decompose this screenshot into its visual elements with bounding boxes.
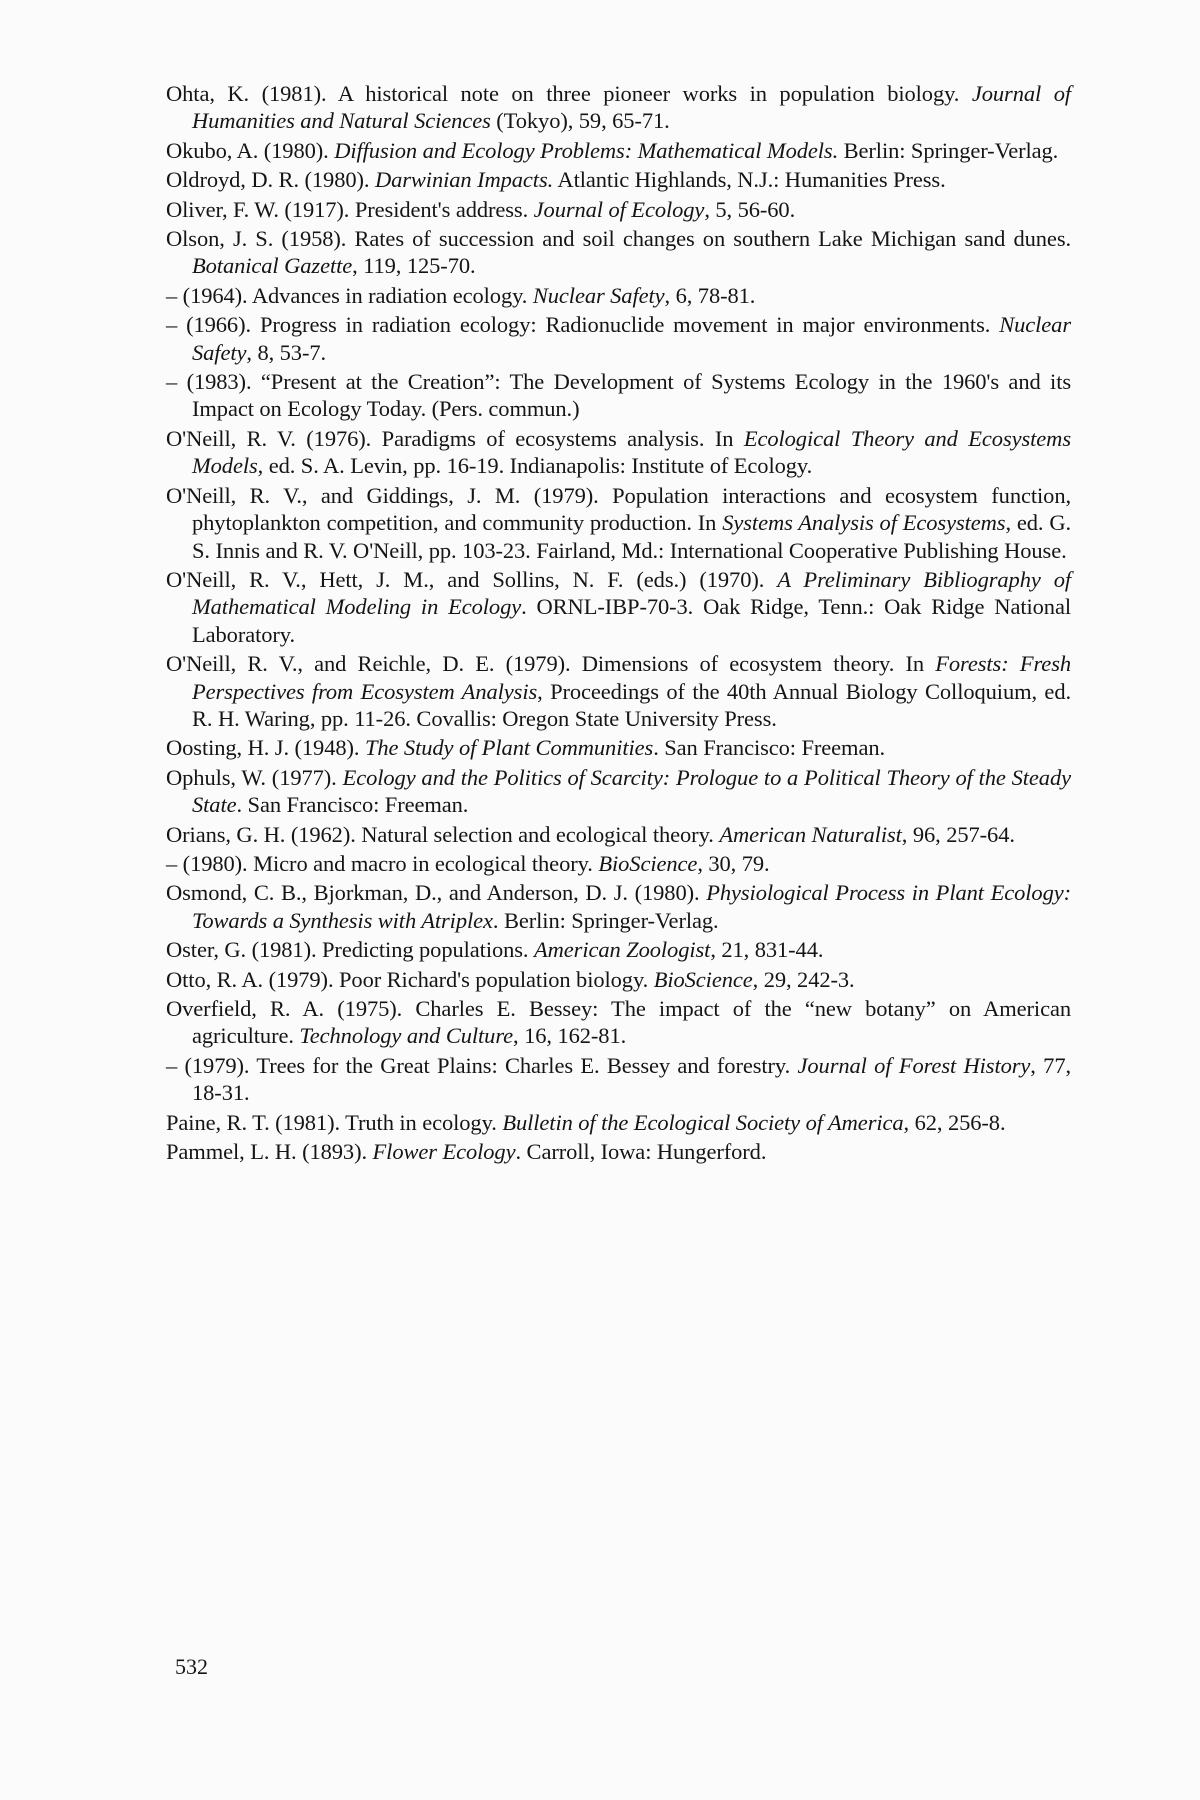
reference-title-italic: American Naturalist — [719, 821, 902, 847]
reference-title-italic: American Zoologist — [533, 937, 711, 963]
reference-text: Osmond, C. B., Bjorkman, D., and Anderson, D. J. (1980). — [166, 880, 707, 906]
reference-entry — [166, 995, 1071, 1050]
reference-text: , Proceedings of the 40th Annual Biology Colloquium, ed. R. H. Waring, pp. 11-26. Covallis: Oregon State University Press. — [192, 678, 1071, 731]
reference-text: . ORNL-IBP-70-3. Oak Ridge, Tenn.: Oak Ridge National Laboratory. — [192, 594, 1071, 647]
reference-entry — [166, 966, 1071, 993]
reference-text: O'Neill, R. V. (1976). Paradigms of ecosystems analysis. In — [166, 425, 744, 451]
reference-entry — [166, 482, 1071, 564]
reference-entry — [166, 879, 1071, 934]
reference-text: Oosting, H. J. (1948). — [166, 735, 365, 761]
reference-text: – (1964). Advances in radiation ecology. — [166, 282, 533, 308]
reference-title-italic: Journal of Humanities and Natural Sciences — [192, 81, 1071, 134]
reference-text: Overfield, R. A. (1975). Charles E. Bessey: The impact of the “new botany” on American agriculture. — [166, 996, 1071, 1049]
reference-text: – (1979). Trees for the Great Plains: Charles E. Bessey and forestry. — [166, 1052, 798, 1078]
reference-entry — [166, 850, 1071, 877]
reference-text: , 96, 257-64. — [901, 821, 1015, 847]
reference-title-italic: Physiological Process in Plant Ecology: Towards a Synthesis with Atriplex — [192, 880, 1072, 933]
reference-text: , 29, 242-3. — [752, 966, 855, 992]
reference-entry — [166, 425, 1071, 480]
reference-text: . Carroll, Iowa: Hungerford. — [515, 1139, 767, 1165]
reference-text: , ed. G. S. Innis and R. V. O'Neill, pp. 103-23. Fairland, Md.: International Cooperative Publishing House. — [192, 510, 1071, 563]
reference-text: Ohta, K. (1981). A historical note on three pioneer works in population biology. — [166, 81, 972, 106]
reference-title-italic: Journal of Ecology — [533, 196, 705, 222]
reference-entry — [166, 1109, 1071, 1136]
reference-title-italic: Technology and Culture — [299, 1023, 514, 1049]
reference-title-italic: Nuclear Safety — [192, 312, 1071, 365]
reference-text: . San Francisco: Freeman. — [236, 792, 469, 818]
reference-text: – (1983). “Present at the Creation”: The Development of Systems Ecology in the 1960's and its Impact on Ecology Today. (Pers. commun.) — [166, 369, 1071, 422]
reference-entry — [166, 196, 1071, 223]
reference-text: . San Francisco: Freeman. — [653, 735, 886, 761]
reference-text: Oster, G. (1981). Predicting populations. — [166, 937, 534, 963]
reference-entry — [166, 225, 1071, 280]
reference-text: Orians, G. H. (1962). Natural selection and ecological theory. — [166, 821, 720, 847]
reference-entry — [166, 282, 1071, 309]
reference-text: O'Neill, R. V., and Giddings, J. M. (1979). Population interactions and ecosystem function, phytoplankton competition, and community production. In — [166, 482, 1071, 536]
reference-text: Paine, R. T. (1981). Truth in ecology. — [166, 1109, 503, 1135]
reference-text: O'Neill, R. V., Hett, J. M., and Sollins, N. F. (eds.) (1970). — [166, 566, 778, 592]
reference-entry — [166, 1138, 1071, 1165]
reference-text: Okubo, A. (1980). — [166, 137, 335, 163]
reference-text: – (1980). Micro and macro in ecological theory. — [166, 850, 599, 876]
reference-title-italic: Nuclear Safety — [532, 282, 665, 308]
reference-entry — [166, 566, 1071, 648]
reference-title-italic: BioScience — [598, 850, 698, 876]
reference-title-italic: Ecology and the Politics of Scarcity: Prologue to a Political Theory of the Steady State — [192, 764, 1071, 818]
reference-text: Berlin: Springer-Verlag. — [838, 137, 1059, 163]
reference-text: Oldroyd, D. R. (1980). — [166, 167, 375, 193]
reference-entry — [166, 311, 1071, 366]
reference-title-italic: Forests: Fresh Perspectives from Ecosystem Analysis — [192, 651, 1071, 704]
reference-title-italic: Darwinian Impacts. — [374, 167, 554, 193]
reference-text: (Tokyo), 59, 65-71. — [490, 108, 670, 134]
reference-entry — [166, 821, 1071, 848]
reference-text: Otto, R. A. (1979). Poor Richard's population biology. — [166, 966, 654, 992]
reference-text: , 21, 831-44. — [710, 937, 824, 963]
reference-text: Atlantic Highlands, N.J.: Humanities Press. — [553, 167, 946, 193]
reference-title-italic: The Study of Plant Communities — [364, 735, 654, 761]
reference-list — [166, 80, 1071, 1167]
reference-text: , ed. S. A. Levin, pp. 16-19. Indianapolis: Institute of Ecology. — [257, 453, 813, 479]
reference-entry — [166, 936, 1071, 963]
reference-entry — [166, 764, 1071, 819]
reference-title-italic: Bulletin of the Ecological Society of America — [502, 1109, 904, 1135]
reference-title-italic: Flower Ecology — [372, 1139, 516, 1165]
reference-text: – (1966). Progress in radiation ecology: Radionuclide movement in major environments. — [166, 312, 1000, 338]
reference-title-italic: Botanical Gazette — [192, 253, 353, 279]
reference-text: . Berlin: Springer-Verlag. — [492, 907, 719, 933]
reference-entry — [166, 368, 1071, 423]
reference-title-italic: Systems Analysis of Ecosystems — [722, 510, 1006, 536]
reference-entry — [166, 1052, 1071, 1107]
reference-text: Oliver, F. W. (1917). President's address. — [166, 196, 534, 222]
reference-text: O'Neill, R. V., and Reichle, D. E. (1979). Dimensions of ecosystem theory. In — [166, 651, 936, 677]
reference-entry — [166, 650, 1071, 732]
reference-entry — [166, 166, 1071, 193]
reference-text: , 8, 53-7. — [246, 339, 327, 365]
reference-text: , 62, 256-8. — [903, 1109, 1006, 1135]
reference-text: , 119, 125-70. — [352, 253, 476, 279]
page-number: 532 — [175, 1654, 208, 1679]
reference-text: , 5, 56-60. — [704, 196, 796, 222]
reference-title-italic: Diffusion and Ecology Problems: Mathematical Models. — [334, 137, 839, 163]
reference-text: Olson, J. S. (1958). Rates of succession and soil changes on southern Lake Michigan sand dunes. — [166, 226, 1071, 252]
reference-entry — [166, 137, 1071, 164]
reference-text: , 77, 18-31. — [192, 1052, 1072, 1106]
reference-text: , 16, 162-81. — [513, 1023, 627, 1049]
reference-title-italic: Journal of Forest History — [797, 1052, 1031, 1078]
reference-title-italic: Ecological Theory and Ecosystems Models — [192, 425, 1071, 479]
reference-text: Pammel, L. H. (1893). — [166, 1139, 373, 1165]
reference-text: Ophuls, W. (1977). — [166, 764, 343, 790]
reference-entry — [166, 734, 1071, 761]
reference-text: , 30, 79. — [697, 850, 770, 876]
reference-entry — [166, 80, 1071, 135]
reference-title-italic: BioScience — [653, 966, 753, 992]
reference-text: , 6, 78-81. — [664, 282, 756, 308]
reference-title-italic: A Preliminary Bibliography of Mathematical Modeling in Ecology — [192, 566, 1071, 620]
